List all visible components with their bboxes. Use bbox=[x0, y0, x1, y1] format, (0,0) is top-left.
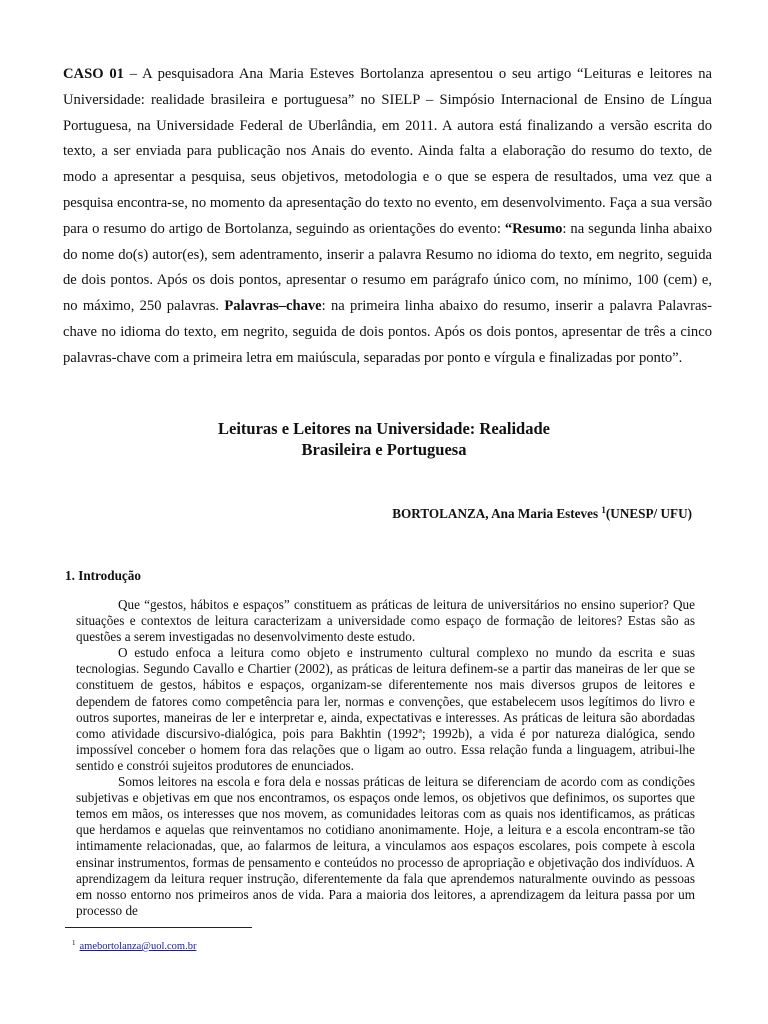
article-title bbox=[100, 418, 668, 460]
paragraph-3: Somos leitores na escola e fora dela e nossas práticas de leitura se diferenciam de acordo com as condições subjetivas e objetivas em que nos encontramos, os espaços onde lemos, os objetivos que definimos, os suportes que temos em mãos, os interesses que nos movem, as comunidades leitoras com as quais nos identificamos, as práticas que herdamos e aquelas que reinventamos no cotidiano anonimamente. Hoje, a leitura e a escola encontram-se tão intimamente relacionadas, que, ao falarmos de leitura, a vinculamos aos espaços escolares, pois compete à escola ensinar instrumentos, formas de pensamento e conteúdos no processo de apropriação e objetivação dos indivíduos. A aprendizagem da leitura requer instrução, diferentemente da fala que aprendemos naturalmente ouvindo as pessoas em nosso entorno nos primeiros anos de vida. Para a maioria dos leitores, a aprendizagem da leitura passa por um processo de bbox=[76, 774, 695, 918]
author-affiliation: (UNESP/ UFU) bbox=[605, 506, 692, 521]
case-dash: – bbox=[123, 66, 143, 82]
article-title-line-1: Leituras e Leitores na Universidade: Realidade bbox=[218, 419, 550, 438]
case-text-1: A pesquisadora Ana Maria Esteves Bortolanza apresentou o seu artigo “Leituras e leitores na Universidade: realidade brasileira e portuguesa” no SIELP – Simpósio Internacional de Ensino de Língua Portuguesa, na Universidade Federal de Uberlândia, em 2011. A autora está finalizando a versão escrita do texto, a ser enviada para publicação nos Anais do evento. Ainda falta a elaboração do resumo do texto, de modo a apresentar a pesquisa, seus objetivos, metodologia e o que se espera de resultados, uma vez que a pesquisa encontra-se, no momento da apresentação do texto no evento, em desenvolvimento. Faça a sua versão para o resumo do artigo de Bortolanza, seguindo as orientações do evento: bbox=[63, 66, 712, 237]
author-footnote-marker: 1 bbox=[601, 505, 606, 515]
paragraph-1: Que “gestos, hábitos e espaços” constituem as práticas de leitura de universitários no ensino superior? Que situações e contextos de leitura caracterizam a universidade como espaço de formação de leitores? Estas são as questões a serem investigadas no desenvolvimento deste estudo. bbox=[76, 597, 695, 645]
case-text-3: : na primeira linha abaixo do resumo, inserir a palavra Palavras-chave no idioma do texto, em negrito, seguida de dois pontos. Após os dois pontos, apresentar de três a cinco palavras-chave com a primeira letra em maiúscula, separadas por ponto e vírgula e finalizadas por ponto”. bbox=[63, 298, 712, 366]
footnote-number: 1 bbox=[72, 939, 76, 947]
footnote-email-link[interactable]: amebortolanza@uol.com.br bbox=[79, 941, 197, 952]
author-line bbox=[392, 501, 692, 523]
case-label: CASO 01 bbox=[63, 66, 124, 82]
article-body bbox=[76, 597, 695, 919]
footnote bbox=[72, 936, 196, 954]
paragraph-2: O estudo enfoca a leitura como objeto e instrumento cultural complexo no mundo da escrita e suas tecnologias. Segundo Cavallo e Chartier (2002), as práticas de leitura definem-se a partir das maneiras de ler que se constituem de gestos, hábitos e espaços, organizam-se diferentemente nos mais diversos grupos de leitores e dependem de fatores como competência para ler, normas e convenções, que estabelecem usos legítimos do livro e outros suportes, maneiras de ler e interpretar e, ainda, expectativas e interesses. As práticas de leitura são abordadas como atividade discursivo-dialógica, pois para Bakhtin (1992ª; 1992b), a vida é por natureza dialógica, sendo impossível conceber o homem fora das relações que o ligam ao outro. Essa relação funda a linguagem, atribui-lhe sentido e constrói sujeitos produtores de enunciados. bbox=[76, 645, 695, 773]
case-instructions bbox=[63, 62, 712, 372]
resumo-label: “Resumo bbox=[504, 220, 563, 237]
case-text-2: : na segunda linha abaixo do nome do(s) autor(es), sem adentramento, inserir a palavra Resumo no idioma do texto, em negrito, seguida de dois pontos. Após os dois pontos, apresentar o resumo em parágrafo único com, no mínimo, 100 (cem) e, no máximo, 250 palavras. bbox=[63, 220, 712, 315]
author-name: BORTOLANZA, Ana Maria Esteves bbox=[392, 506, 602, 521]
section-heading: 1. Introdução bbox=[65, 568, 141, 583]
article-title-line-2: Brasileira e Portuguesa bbox=[301, 440, 467, 459]
palavras-chave-label: Palavras–chave bbox=[224, 298, 322, 315]
footnote-divider bbox=[65, 927, 252, 928]
